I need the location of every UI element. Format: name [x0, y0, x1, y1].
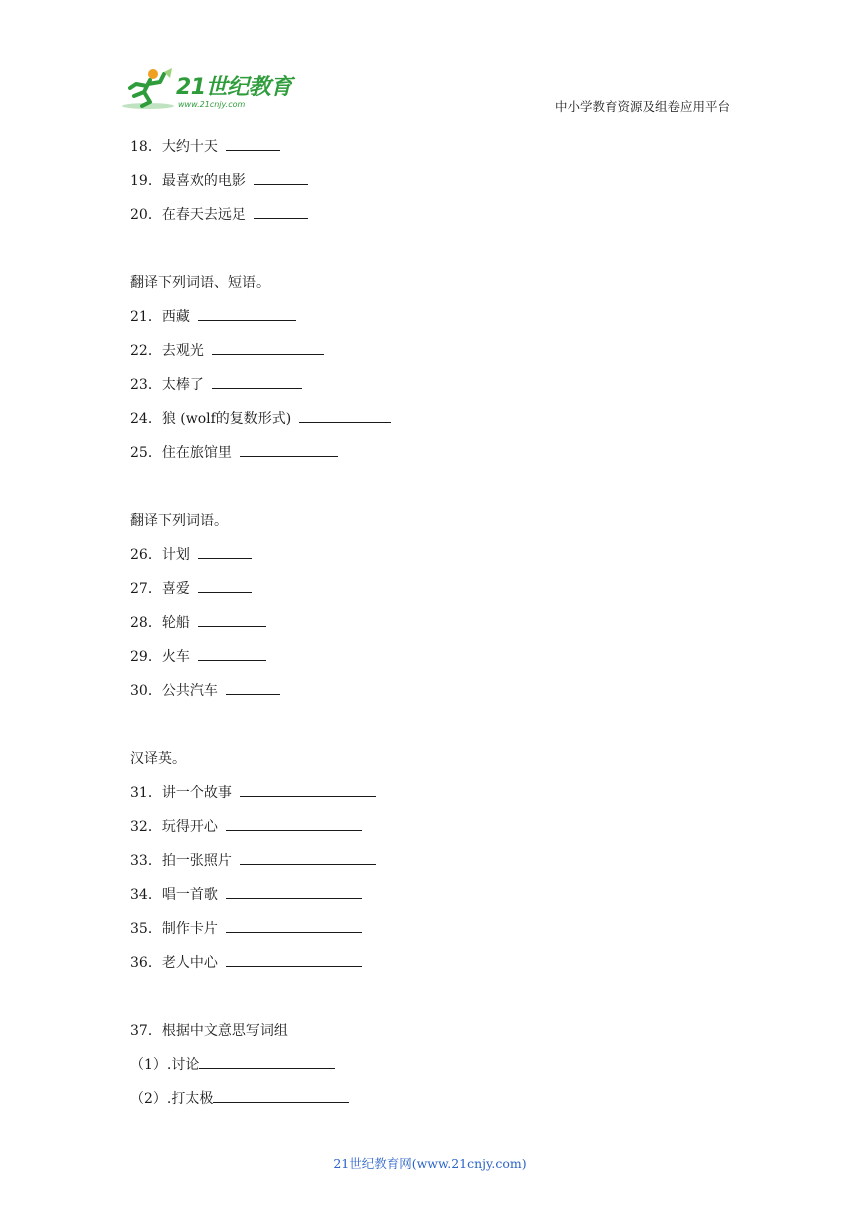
answer-blank[interactable] [198, 544, 252, 559]
item-number: 32． [130, 819, 162, 835]
exercise-content [130, 130, 740, 1116]
answer-blank[interactable] [240, 850, 376, 865]
item-text: 去观光 [161, 343, 204, 359]
item-number: 29． [130, 649, 162, 665]
item-text: 轮船 [161, 615, 190, 631]
item-number: 20． [130, 207, 162, 223]
answer-blank[interactable] [198, 306, 296, 321]
item-number: 30． [130, 683, 162, 699]
section-instruction: 翻译下列词语。 [130, 513, 228, 529]
item-number: 23． [130, 377, 162, 393]
exercise-item-20 [130, 198, 740, 232]
runner-logo-icon [120, 66, 176, 110]
section-write-phrases [130, 1014, 740, 1116]
item-text: 住在旅馆里 [161, 445, 232, 461]
exercise-item-36 [130, 946, 740, 980]
exercise-item-23 [130, 368, 740, 402]
answer-blank[interactable] [254, 204, 308, 219]
sub-item-number: （1） [130, 1057, 167, 1073]
item-number: 18． [130, 139, 162, 155]
exercise-item-29 [130, 640, 740, 674]
answer-blank[interactable] [299, 408, 391, 423]
exercise-item-37 [130, 1014, 740, 1048]
item-text: 火车 [161, 649, 190, 665]
exercise-item-22 [130, 334, 740, 368]
exercise-item-31 [130, 776, 740, 810]
item-text: 喜爱 [161, 581, 190, 597]
item-text: 老人中心 [161, 955, 218, 971]
item-text: 拍一张照片 [161, 853, 232, 869]
answer-blank[interactable] [198, 646, 266, 661]
answer-blank[interactable] [226, 816, 362, 831]
answer-blank[interactable] [226, 952, 362, 967]
exercise-item-27 [130, 572, 740, 606]
answer-blank[interactable] [213, 1088, 349, 1103]
answer-blank[interactable] [212, 340, 324, 355]
item-text: .讨论 [166, 1057, 200, 1073]
exercise-item-33 [130, 844, 740, 878]
exercise-item-35 [130, 912, 740, 946]
item-number: 26． [130, 547, 162, 563]
answer-blank[interactable] [198, 612, 266, 627]
item-text: .打太极 [166, 1091, 214, 1107]
answer-blank[interactable] [240, 782, 376, 797]
exercise-item-32 [130, 810, 740, 844]
sub-item-1 [130, 1048, 740, 1082]
section-chinese-to-english [130, 742, 740, 980]
item-text: 大约十天 [161, 139, 218, 155]
answer-blank[interactable] [226, 680, 280, 695]
item-text: 制作卡片 [161, 921, 218, 937]
page-header [0, 0, 860, 130]
answer-blank[interactable] [198, 578, 252, 593]
exercise-item-19 [130, 164, 740, 198]
answer-blank[interactable] [199, 1054, 335, 1069]
item-number: 28． [130, 615, 162, 631]
site-logo[interactable] [120, 66, 300, 116]
item-text: 西藏 [161, 309, 190, 325]
section-instruction: 翻译下列词语、短语。 [130, 275, 270, 291]
section-instruction: 根据中文意思写词组 [161, 1023, 288, 1039]
items-group-a [130, 130, 740, 232]
item-number: 37． [130, 1023, 162, 1039]
site-tagline: 中小学教育资源及组卷应用平台 [554, 99, 730, 114]
item-number: 24． [130, 411, 162, 427]
exercise-item-26 [130, 538, 740, 572]
sub-item-number: （2） [130, 1091, 167, 1107]
answer-blank[interactable] [212, 374, 302, 389]
exercise-item-28 [130, 606, 740, 640]
item-text: 狼 (wolf的复数形式) [161, 411, 292, 427]
item-number: 31． [130, 785, 162, 801]
page-footer[interactable]: 21世纪教育网(www.21cnjy.com) [333, 1156, 527, 1171]
item-number: 35． [130, 921, 162, 937]
answer-blank[interactable] [226, 136, 280, 151]
logo-text: 21世纪教育 [176, 75, 292, 100]
item-text: 玩得开心 [161, 819, 218, 835]
item-text: 公共汽车 [161, 683, 218, 699]
item-text: 唱一首歌 [161, 887, 218, 903]
exercise-item-25 [130, 436, 740, 470]
answer-blank[interactable] [254, 170, 308, 185]
sub-item-2 [130, 1082, 740, 1116]
exercise-item-34 [130, 878, 740, 912]
item-text: 在春天去远足 [161, 207, 246, 223]
item-text: 讲一个故事 [161, 785, 232, 801]
item-number: 19． [130, 173, 162, 189]
exercise-item-18 [130, 130, 740, 164]
item-text: 太棒了 [161, 377, 204, 393]
exercise-item-21 [130, 300, 740, 334]
item-number: 27． [130, 581, 162, 597]
item-number: 36． [130, 955, 162, 971]
section-translate-words [130, 504, 740, 708]
section-instruction: 汉译英。 [130, 751, 186, 767]
exercise-item-30 [130, 674, 740, 708]
exercise-item-24 [130, 402, 740, 436]
item-text: 最喜欢的电影 [161, 173, 246, 189]
item-number: 34． [130, 887, 162, 903]
answer-blank[interactable] [240, 442, 338, 457]
item-number: 33． [130, 853, 162, 869]
item-number: 25． [130, 445, 162, 461]
answer-blank[interactable] [226, 884, 362, 899]
logo-url: www.21cnjy.com [178, 100, 246, 109]
item-number: 22． [130, 343, 162, 359]
item-text: 计划 [161, 547, 190, 563]
item-number: 21． [130, 309, 162, 325]
answer-blank[interactable] [226, 918, 362, 933]
section-translate-words-phrases [130, 266, 740, 470]
